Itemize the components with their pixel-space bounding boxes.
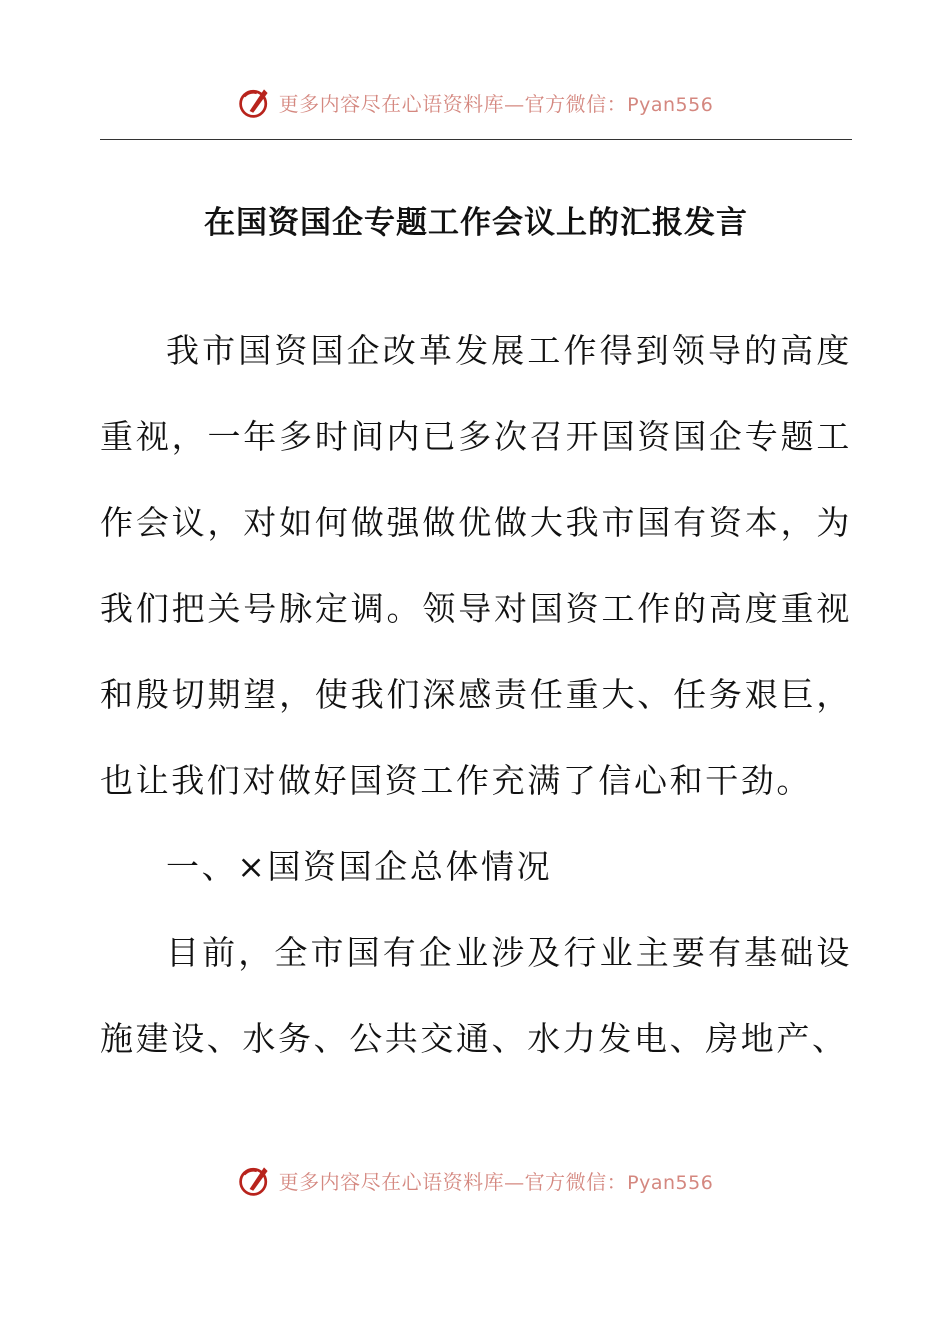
document-body <box>100 308 852 1082</box>
footer-watermark <box>0 1162 950 1198</box>
section-heading: 一、×国资国企总体情况 <box>166 847 553 886</box>
header-divider <box>100 139 852 140</box>
pen-nib-logo-icon <box>237 1162 273 1198</box>
pen-nib-logo-icon <box>237 84 273 120</box>
watermark-wechat-id: Pyan556 <box>627 93 714 116</box>
watermark-text <box>279 88 714 117</box>
watermark-wechat-id: Pyan556 <box>627 1171 714 1194</box>
document-title: 在国资国企专题工作会议上的汇报发言 <box>204 205 748 241</box>
watermark-text <box>279 1166 714 1195</box>
watermark-site-text: 更多内容尽在心语资料库—官方微信： <box>278 1169 628 1194</box>
watermark-site-text: 更多内容尽在心语资料库—官方微信： <box>278 91 628 116</box>
section-paragraph: 目前，全市国有企业涉及行业主要有基础设施建设、水务、公共交通、水力发电、房地产、 <box>100 933 852 1058</box>
intro-paragraph: 我市国资国企改革发展工作得到领导的高度重视，一年多时间内已多次召开国资国企专题工作会议，对如何做强做优做大我市国有资本，为我们把关号脉定调。领导对国资工作的高度重视和殷切期望，使我们深感责任重大、任务艰巨，也让我们对做好国资工作充满了信心和干劲。 <box>100 331 852 800</box>
header-watermark <box>0 84 950 120</box>
